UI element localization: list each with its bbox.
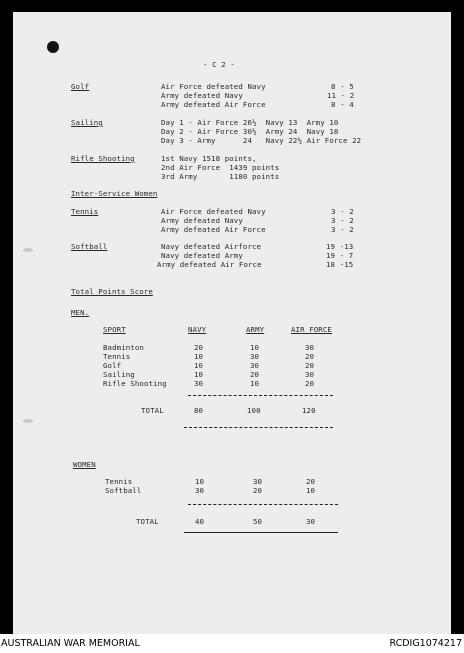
- men-row-army: 30: [250, 352, 260, 361]
- women-total-army: 50: [253, 517, 263, 526]
- women-label: WOMEN: [73, 460, 96, 469]
- golf-result-3: Army defeated Air Force: [161, 100, 266, 109]
- softball-score-1: 19 -13: [326, 242, 354, 251]
- women-row-army: 30: [253, 477, 263, 486]
- men-row-air-force: 20: [305, 379, 315, 388]
- men-row-army: 20: [250, 370, 260, 379]
- archive-reference: RCDIG1074217: [389, 638, 462, 649]
- men-row-navy: 10: [194, 352, 204, 361]
- men-row-navy: 10: [194, 370, 204, 379]
- men-total-army: 100: [247, 406, 261, 415]
- men-total-air-force: 120: [302, 406, 316, 415]
- golf-score-1: 8 - 5: [331, 82, 354, 91]
- golf-score-3: 8 - 4: [331, 100, 354, 109]
- women-total-air-force: 30: [306, 517, 316, 526]
- total-rule: [188, 504, 338, 505]
- rifle-result-2: 2nd Air Force 1439 points: [161, 163, 280, 172]
- golf-result-1: Air Force defeated Navy: [161, 82, 266, 91]
- rifle-shooting-label: Rifle Shooting: [71, 154, 135, 163]
- softball-score-3: 18 -15: [326, 260, 354, 269]
- total-rule: [188, 395, 333, 396]
- punch-hole: [47, 41, 59, 53]
- header-sport: SPORT: [103, 325, 126, 334]
- women-row-air-force: 20: [306, 477, 316, 486]
- tennis-score-1: 3 - 2: [331, 207, 354, 216]
- men-total-navy: 80: [194, 406, 204, 415]
- paper-mark: [23, 419, 33, 423]
- rifle-result-3: 3rd Army 1180 points: [161, 172, 280, 181]
- men-row-navy: 10: [194, 361, 204, 370]
- golf-score-2: 11 - 2: [327, 91, 355, 100]
- women-row-navy: 10: [195, 477, 205, 486]
- sailing-day-1: Day 1 - Air Force 26½ Navy 13 Army 10: [161, 118, 339, 127]
- men-row-navy: 30: [194, 379, 204, 388]
- men-row-army: 10: [250, 343, 260, 352]
- golf-label: Golf: [71, 82, 90, 91]
- section-heading: Inter-Service Women: [71, 189, 158, 198]
- men-row-sport: Golf: [103, 361, 122, 370]
- men-row-sport: Rifle Shooting: [103, 379, 167, 388]
- tennis-result-2: Army defeated Navy: [161, 216, 243, 225]
- golf-result-2: Army defeated Navy: [161, 91, 243, 100]
- men-row-army: 10: [250, 379, 260, 388]
- men-label: MEN.: [71, 308, 90, 317]
- sailing-day-2: Day 2 - Air Force 30½ Army 24 Navy 18: [161, 127, 339, 136]
- men-row-air-force: 30: [305, 343, 315, 352]
- softball-label: Softball: [71, 242, 108, 251]
- men-row-sport: Badminton: [103, 343, 144, 352]
- men-row-air-force: 20: [305, 361, 315, 370]
- men-row-sport: Sailing: [103, 370, 135, 379]
- men-row-air-force: 20: [305, 352, 315, 361]
- document-page: [13, 12, 451, 634]
- total-points-heading: Total Points Score: [71, 287, 153, 296]
- tennis-score-2: 3 - 2: [331, 216, 354, 225]
- softball-result-3: Army defeated Air Force: [157, 260, 262, 269]
- softball-result-2: Navy defeated Army: [161, 251, 243, 260]
- women-row-sport: Softball: [105, 486, 142, 495]
- tennis-result-3: Army defeated Air Force: [161, 225, 266, 234]
- women-row-navy: 30: [195, 486, 205, 495]
- tennis-label: Tennis: [71, 207, 99, 216]
- archive-name: AUSTRALIAN WAR MEMORIAL: [1, 638, 140, 649]
- men-total-label: TOTAL: [141, 406, 164, 415]
- paper-mark: [23, 248, 33, 252]
- women-total-label: TOTAL: [136, 517, 159, 526]
- men-row-sport: Tennis: [103, 352, 131, 361]
- softball-result-1: Navy defeated Airforce: [161, 242, 262, 251]
- men-row-navy: 20: [194, 343, 204, 352]
- header-navy: NAVY: [188, 325, 207, 334]
- header-army: ARMY: [246, 325, 265, 334]
- women-row-air-force: 10: [306, 486, 316, 495]
- header-air-force: AIR FORCE: [291, 325, 332, 334]
- women-row-sport: Tennis: [105, 477, 133, 486]
- sailing-label: Sailing: [71, 118, 103, 127]
- rifle-result-1: 1st Navy 1518 points,: [161, 154, 257, 163]
- men-row-army: 30: [250, 361, 260, 370]
- archive-footer: [0, 634, 464, 653]
- tennis-result-1: Air Force defeated Navy: [161, 207, 266, 216]
- page-number: - C 2 -: [203, 60, 235, 69]
- total-rule: [184, 427, 333, 428]
- tennis-score-3: 3 - 2: [331, 225, 354, 234]
- women-row-army: 20: [253, 486, 263, 495]
- sailing-day-3: Day 3 - Army 24 Navy 22½ Air Force 22: [161, 136, 362, 145]
- total-rule: [184, 532, 338, 533]
- women-total-navy: 40: [195, 517, 205, 526]
- men-row-air-force: 30: [305, 370, 315, 379]
- softball-score-2: 19 - 7: [326, 251, 354, 260]
